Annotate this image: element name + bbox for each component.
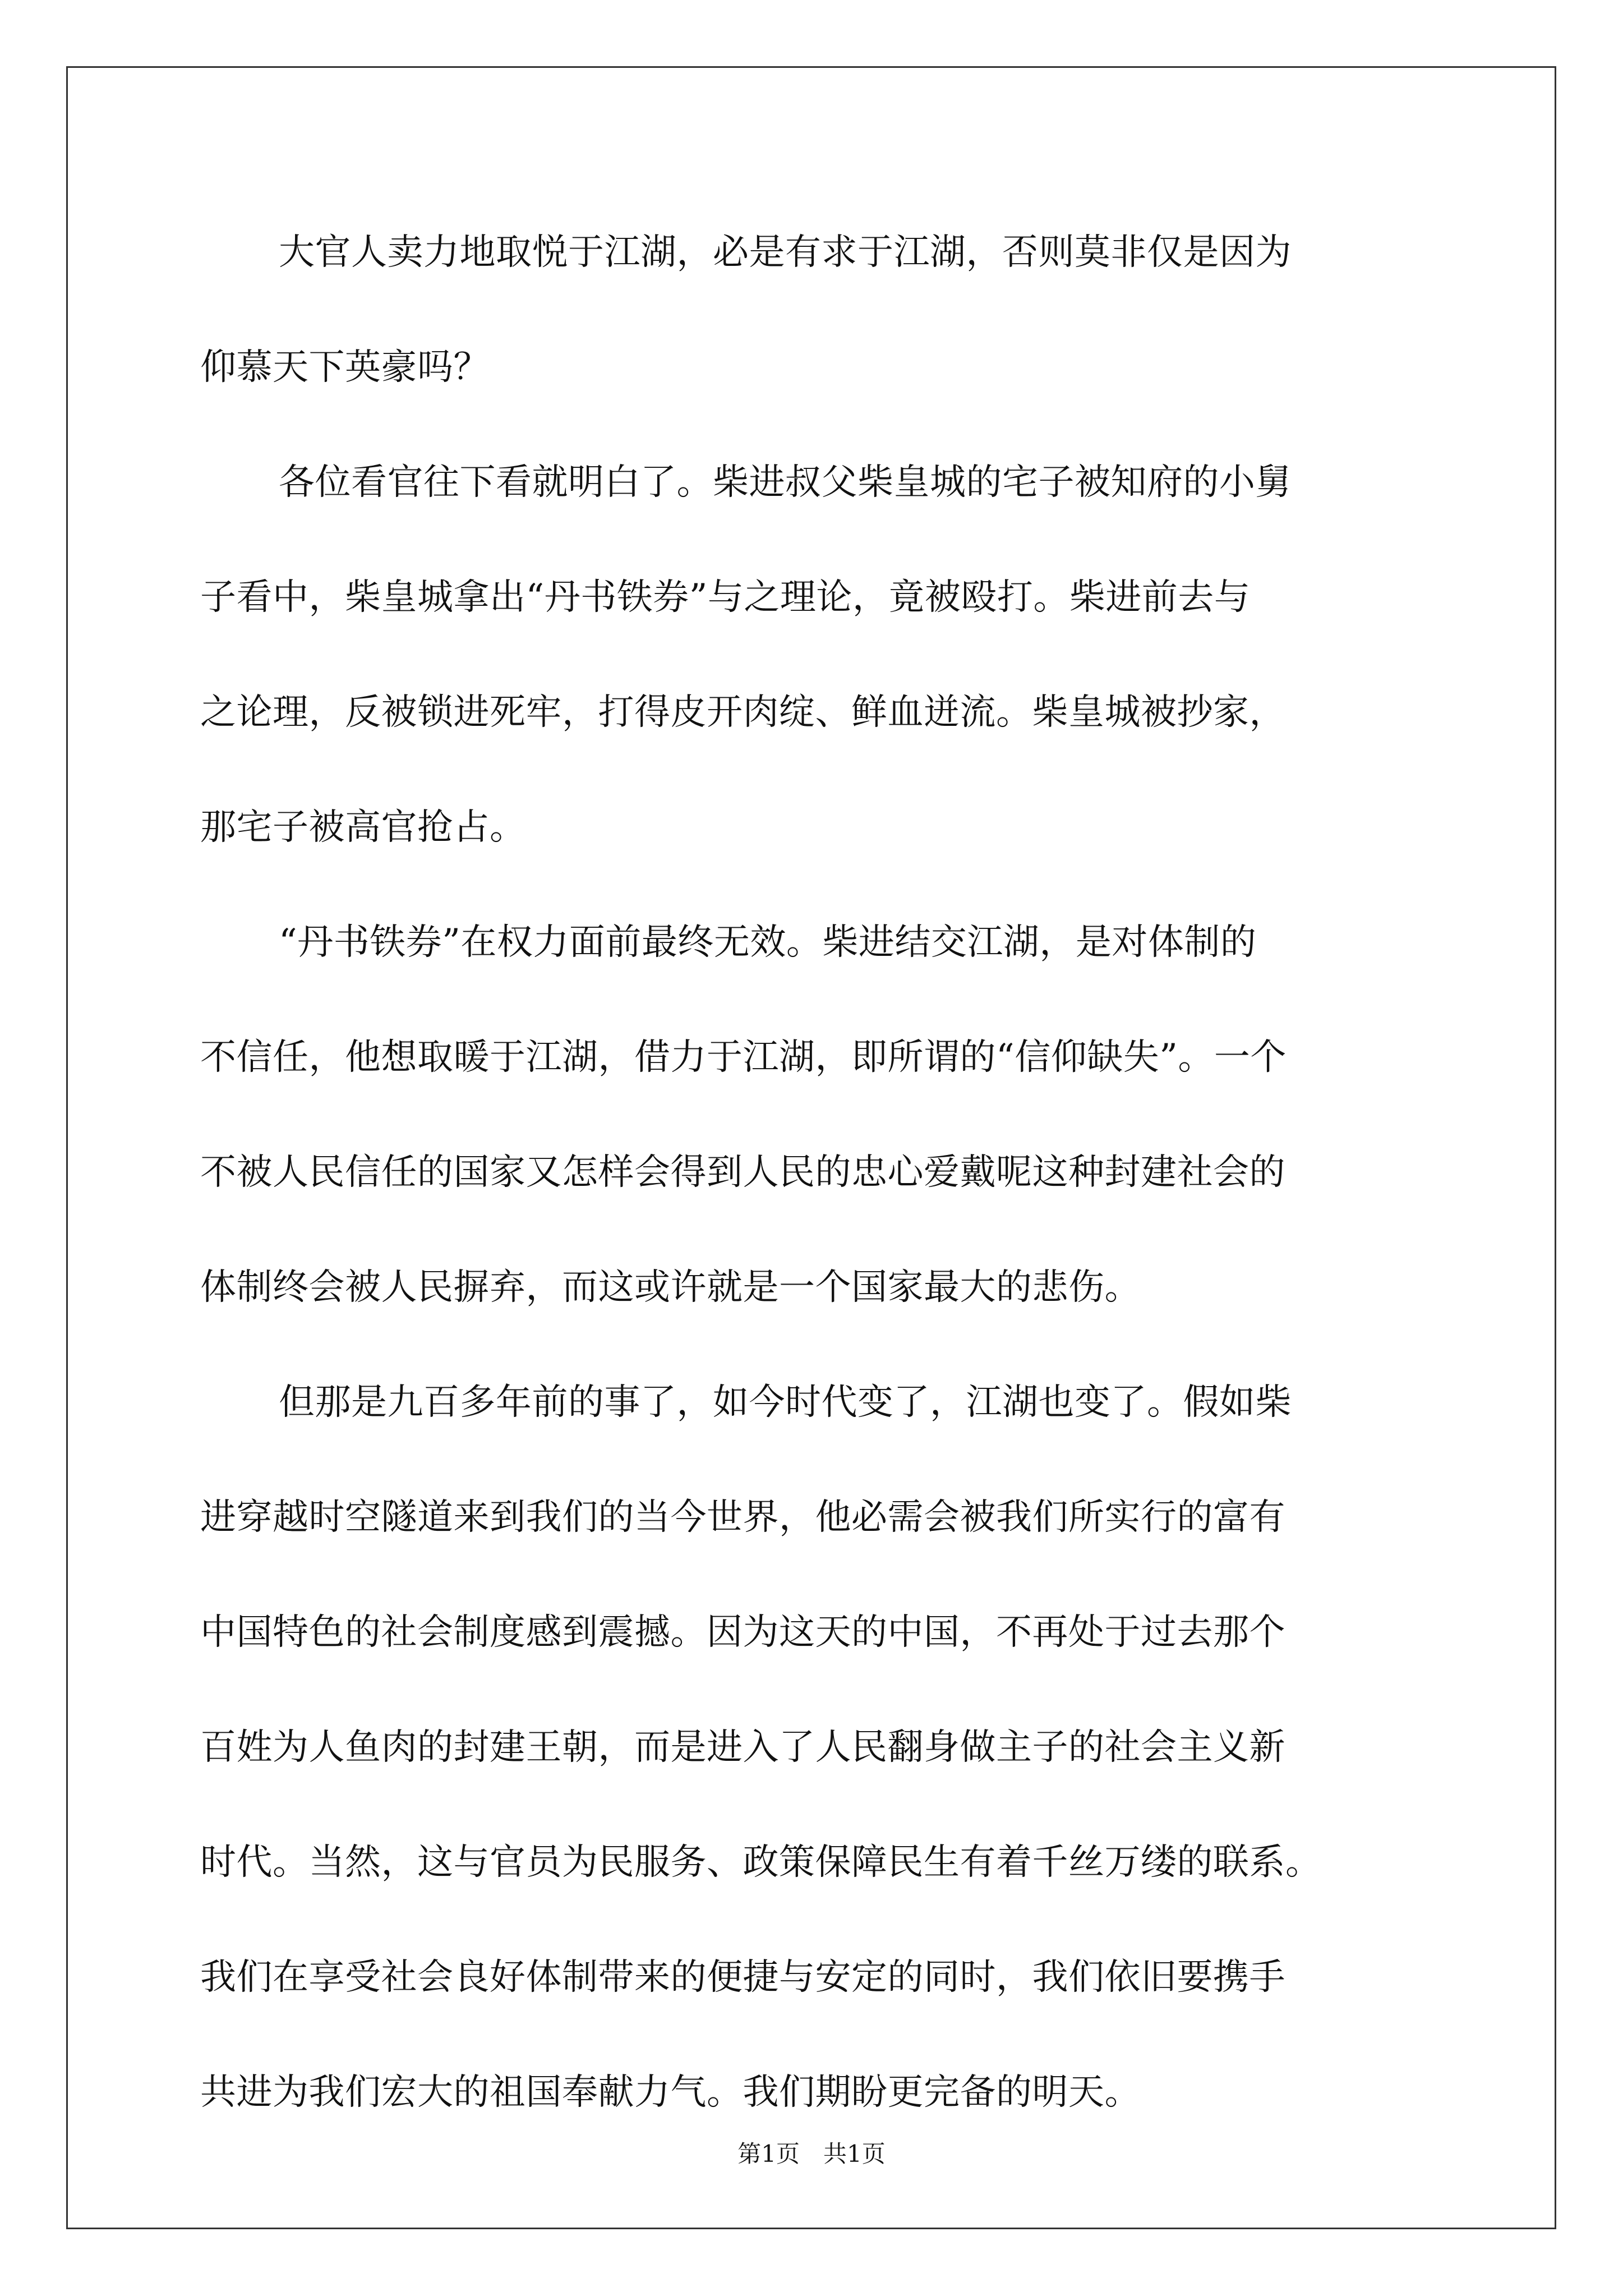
paragraph-3-line-2: 不信任，他想取暖于江湖，借力于江湖，即所谓的“信仰缺失”。一个 [200, 1037, 1287, 1078]
paragraph-3-line-3: 不被人民信任的国家又怎样会得到人民的忠心爱戴呢这种封建社会的 [200, 1152, 1285, 1193]
paragraph-4-line-6: 我们在享受社会良好体制带来的便捷与安定的同时，我们依旧要携手 [200, 1957, 1285, 1998]
paragraph-4-line-1: 但那是九百多年前的事了，如今时代变了，江湖也变了。假如柴 [279, 1382, 1292, 1423]
page-footer: 第1页 共1页 [737, 2140, 886, 2168]
paragraph-2-line-4: 那宅子被高官抢占。 [200, 807, 526, 848]
paragraph-3-line-4: 体制终会被人民摒弃，而这或许就是一个国家最大的悲伤。 [200, 1267, 1141, 1308]
paragraph-4-line-2: 进穿越时空隧道来到我们的当今世界，他必需会被我们所实行的富有 [200, 1497, 1285, 1538]
document-body [200, 213, 1423, 2168]
paragraph-4-line-7: 共进为我们宏大的祖国奉献力气。我们期盼更完备的明天。 [200, 2072, 1141, 2113]
paragraph-4-line-5: 时代。当然，这与官员为民服务、政策保障民生有着千丝万缕的联系。 [200, 1842, 1322, 1883]
paragraph-3-line-1: “丹书铁券”在权力面前最终无效。柴进结交江湖，是对体制的 [279, 922, 1257, 963]
paragraph-4-line-4: 百姓为人鱼肉的封建王朝，而是进入了人民翻身做主子的社会主义新 [200, 1727, 1285, 1768]
paragraph-1-line-2: 仰慕天下英豪吗？ [200, 347, 490, 388]
paragraph-1-line-1: 大官人卖力地取悦于江湖，必是有求于江湖，否则莫非仅是因为 [279, 232, 1292, 273]
paragraph-2-line-2: 子看中，柴皇城拿出“丹书铁券”与之理论，竟被殴打。柴进前去与 [200, 577, 1251, 618]
paragraph-2-line-3: 之论理，反被锁进死牢，打得皮开肉绽、鲜血迸流。柴皇城被抄家， [200, 692, 1285, 733]
paragraph-2-line-1: 各位看官往下看就明白了。柴进叔父柴皇城的宅子被知府的小舅 [279, 462, 1292, 503]
paragraph-4-line-3: 中国特色的社会制度感到震撼。因为这天的中国，不再处于过去那个 [200, 1612, 1285, 1653]
